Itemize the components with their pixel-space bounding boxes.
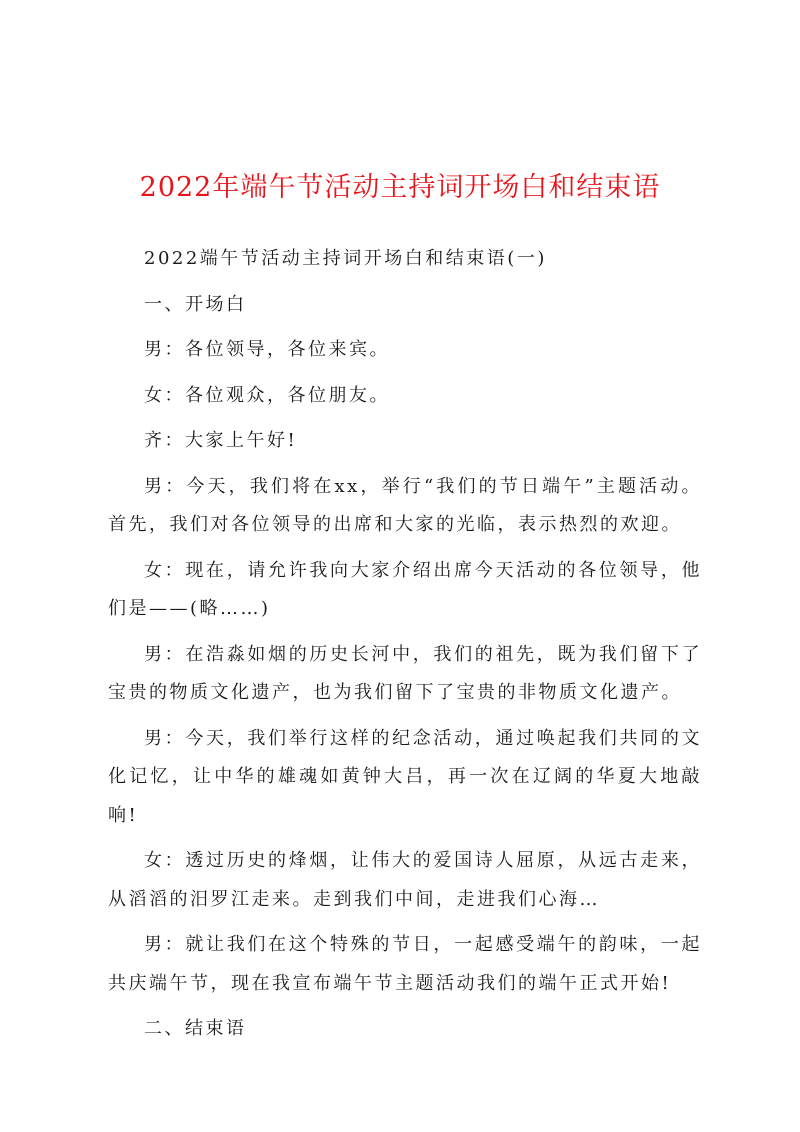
section-heading-opening: 一、开场白 — [144, 293, 247, 315]
paragraph: 女：各位观众，各位朋友。 — [144, 384, 390, 406]
paragraph: 齐：大家上午好! — [144, 430, 298, 451]
paragraph: 男：各位领导，各位来宾。 — [144, 339, 390, 360]
paragraph: 男：今天，我们将在xx，举行“我们的节日端午”主题活动。首先，我们对各位领导的出席和大家的光临，表示热烈的欢迎。 — [108, 475, 702, 535]
paragraph-subtitle: 2022端午节活动主持词开场白和结束语(一) — [144, 248, 547, 269]
document-body — [108, 240, 702, 1056]
section-heading-closing: 二、结束语 — [144, 1018, 247, 1039]
paragraph: 女：透过历史的烽烟，让伟大的爱国诗人屈原，从远古走来，从滔滔的汨罗江走来。走到我们中间，走进我们心海… — [108, 850, 702, 910]
paragraph: 女：现在，请允许我向大家介绍出席今天活动的各位领导，他们是——(略……) — [108, 559, 702, 619]
paragraph: 男：在浩淼如烟的历史长河中，我们的祖先，既为我们留下了宝贵的物质文化遗产，也为我们留下了宝贵的非物质文化遗产。 — [108, 643, 702, 703]
paragraph: 男：就让我们在这个特殊的节日，一起感受端午的韵味，一起共庆端午节，现在我宣布端午节主题活动我们的端午正式开始! — [108, 934, 702, 994]
paragraph: 男：今天，我们举行这样的纪念活动，通过唤起我们共同的文化记忆，让中华的雄魂如黄钟大吕，再一次在辽阔的华夏大地敲响! — [108, 727, 702, 826]
document-title: 2022年端午节活动主持词开场白和结束语 — [139, 172, 661, 203]
